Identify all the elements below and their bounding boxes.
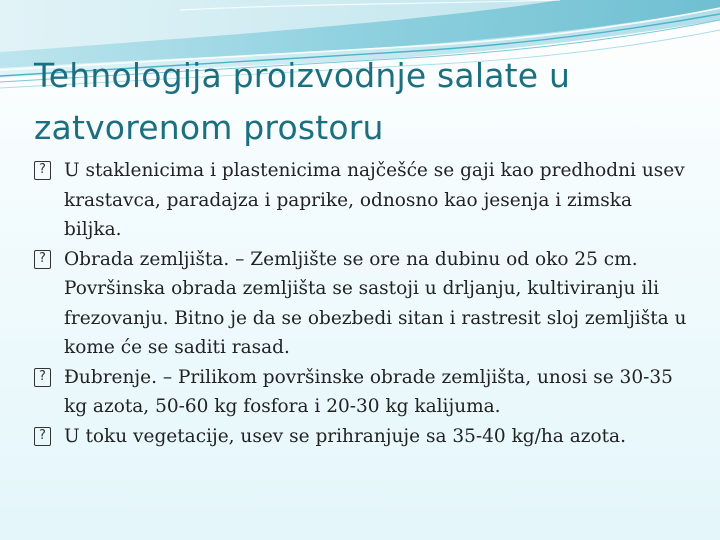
bullet-item [34,363,694,422]
missing-glyph-icon: ? [34,427,51,446]
bullet-item [34,156,694,245]
bullet-item [34,245,694,363]
bullet-list [34,156,694,451]
bullet-text: U staklenicima i plastenicima najčešće se gaji kao predhodni usev krastavca, paradajza i paprike, odnosno kao jesenja i zimska biljka. [64,160,685,240]
missing-glyph-icon: ? [34,368,51,387]
missing-glyph-icon: ? [34,161,51,180]
bullet-text: U toku vegetacije, usev se prihranjuje sa 35-40 kg/ha azota. [64,425,626,447]
slide-title: Tehnologija proizvodnje salate u zatvorenom prostoru [34,56,571,147]
bullet-text: Đubrenje. – Prilikom površinske obrade zemljišta, unosi se 30-35 kg azota, 50-60 kg fosfora i 20-30 kg kalijuma. [64,366,673,417]
missing-glyph-icon: ? [34,250,51,269]
bullet-item [34,422,694,452]
bullet-text: Obrada zemljišta. – Zemljište se ore na dubinu od oko 25 cm. Površinska obrada zemljišta se sastoji u drljanju, kultiviranju ili frezovanju. Bitno je da se obezbedi sitan i rastresit sloj zemljišta u kome će se saditi rasad. [64,248,687,358]
